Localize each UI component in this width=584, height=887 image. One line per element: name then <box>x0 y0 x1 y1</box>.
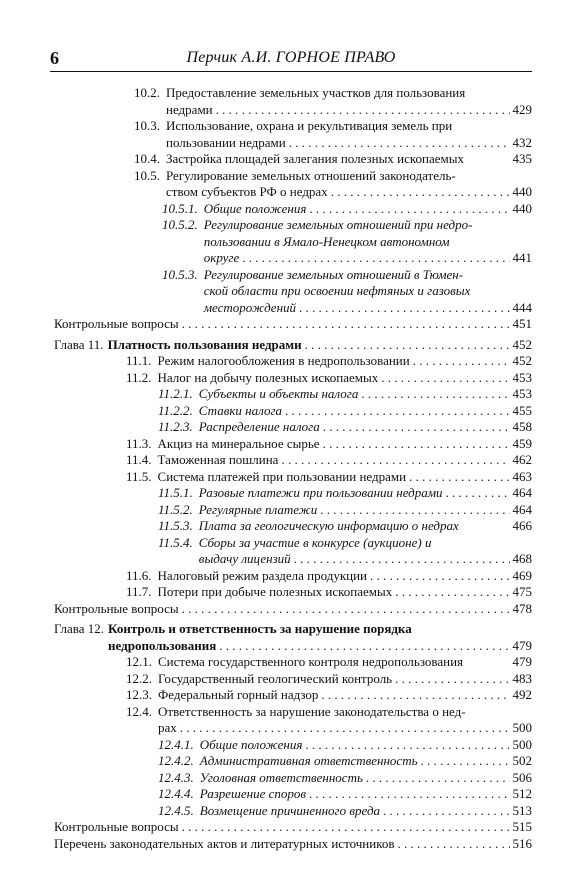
toc-entry-number: 10.5. <box>134 167 160 183</box>
toc-entry-number: 11.6. <box>126 567 152 583</box>
toc-entry-title: Контрольные вопросы <box>54 819 179 834</box>
dot-leader <box>323 436 510 453</box>
toc-entry-text: пользовании в Ямало-Ненецком автономном <box>203 233 450 249</box>
toc-page-number: 479 <box>512 637 532 653</box>
toc-entry <box>54 436 532 453</box>
toc-entry-title: Государственный геологический контроль <box>158 670 393 686</box>
toc-page-number: 455 <box>512 402 532 418</box>
dot-leader <box>395 584 509 601</box>
toc-entry-title: Застройка площадей залегания полезных ископаемых <box>166 151 464 166</box>
toc-entry-title: Налоговый режим раздела продукции <box>157 567 368 583</box>
toc-entry-body <box>204 217 532 267</box>
toc-entry-body <box>200 753 532 770</box>
toc-entry-body <box>158 687 532 704</box>
toc-entry-last-line <box>166 151 532 168</box>
toc-page-number: 466 <box>512 518 532 533</box>
dot-leader <box>398 836 510 853</box>
toc-entry <box>54 316 532 333</box>
toc-entry <box>54 770 532 787</box>
toc-entry-text: Сборы за участие в конкурсе (аукционе) и <box>198 534 432 550</box>
toc-page-number: 432 <box>512 134 532 150</box>
toc-entry-title: Распределение налога <box>198 419 320 434</box>
toc-entry-last-line <box>204 300 532 317</box>
toc-entry-last-line <box>199 551 532 568</box>
toc-entry-last-line <box>158 436 532 453</box>
toc-page-number: 463 <box>512 468 532 484</box>
toc-entry-number: 11.2. <box>126 369 152 385</box>
toc-entry-number: 11.3. <box>126 435 152 451</box>
toc-entry <box>54 819 532 836</box>
toc-entry-title: Потери при добыче полезных ископаемых <box>157 584 393 599</box>
toc-entry-title: округе <box>203 250 240 265</box>
toc-page-number: 468 <box>512 551 532 566</box>
toc-page-number: 429 <box>512 101 532 117</box>
toc-entry-title: Регулярные платежи <box>198 501 318 517</box>
toc-entry-last-line <box>200 803 532 820</box>
toc-entry-title: Плата за геологическую информацию о недрах <box>198 518 459 533</box>
toc-entry-last-line <box>158 353 532 370</box>
toc-entry-title: месторождений <box>203 299 297 315</box>
toc-entry-body <box>158 370 532 387</box>
toc-entry <box>54 704 532 737</box>
table-of-contents <box>54 85 532 852</box>
dot-leader <box>305 737 509 754</box>
toc-entry <box>54 535 532 568</box>
toc-entry-number: 12.4.4. <box>158 786 194 801</box>
toc-entry-number: 11.4. <box>126 452 152 467</box>
toc-entry-title: Административная ответственность <box>199 753 418 768</box>
toc-entry-body <box>166 168 532 201</box>
toc-entry-number: 11.7. <box>126 584 152 599</box>
toc-entry <box>54 584 532 601</box>
toc-entry-title: Ставки налога <box>198 402 283 418</box>
toc-entry-body <box>204 201 532 218</box>
toc-entry-last-line <box>199 502 532 519</box>
toc-entry-text: Ответственность за нарушение законодательства о нед- <box>158 703 466 719</box>
toc-entry-body <box>199 386 532 403</box>
toc-entry-last-line <box>199 386 532 403</box>
toc-entry-last-line <box>200 770 532 787</box>
toc-page-number: 459 <box>512 435 532 451</box>
toc-entry-last-line <box>200 753 532 770</box>
toc-entry-number: 12.3. <box>126 687 152 702</box>
toc-entry-last-line <box>204 201 532 218</box>
toc-entry <box>54 786 532 803</box>
toc-entry-last-line <box>108 337 532 354</box>
toc-entry <box>54 654 532 671</box>
toc-entry <box>54 217 532 267</box>
toc-entry-last-line <box>158 584 532 601</box>
toc-entry-text: Использование, охрана и рекультивация земель при <box>166 118 453 133</box>
toc-entry <box>54 403 532 420</box>
toc-entry-last-line <box>54 601 532 618</box>
toc-entry-last-line <box>199 485 532 502</box>
toc-page-number: 452 <box>512 336 532 352</box>
toc-entry-last-line <box>54 316 532 333</box>
dot-leader <box>321 687 509 704</box>
toc-entry-title: Акциз на минеральное сырье <box>157 435 320 451</box>
toc-entry-title: недрами <box>166 101 213 117</box>
toc-page-number: 506 <box>512 769 532 785</box>
toc-page-number: 435 <box>512 151 532 166</box>
toc-entry-number: 11.2.2. <box>158 402 193 418</box>
toc-entry-number: 12.1. <box>126 654 152 669</box>
dot-leader <box>370 568 509 585</box>
toc-page-number: 492 <box>512 687 532 702</box>
toc-entry-last-line <box>54 836 532 853</box>
dot-leader <box>413 353 510 370</box>
dot-leader <box>421 753 510 770</box>
toc-entry-text: Регулирование земельных отношений при недро- <box>203 217 473 232</box>
toc-entry-body <box>158 584 532 601</box>
toc-entry-body <box>108 621 532 654</box>
toc-entry-last-line <box>199 403 532 420</box>
toc-entry-title: Контрольные вопросы <box>54 600 179 616</box>
dot-leader <box>409 469 509 486</box>
toc-page-number: 515 <box>512 819 532 834</box>
dot-leader <box>395 671 509 688</box>
header-rule <box>50 71 532 72</box>
toc-entry-body <box>158 436 532 453</box>
toc-entry-last-line <box>158 469 532 486</box>
toc-entry <box>54 337 532 354</box>
toc-entry-body <box>166 151 532 168</box>
dot-leader <box>305 337 510 354</box>
toc-entry <box>54 753 532 770</box>
toc-entry-number: 10.5.2. <box>162 217 198 232</box>
toc-page-number: 458 <box>512 419 532 434</box>
toc-entry-last-line <box>158 671 532 688</box>
toc-entry-number: Глава 11. <box>54 336 104 352</box>
toc-entry-title: пользовании недрами <box>166 134 286 150</box>
toc-page-number: 483 <box>512 670 532 686</box>
toc-entry-body <box>54 819 532 836</box>
toc-entry <box>54 621 532 654</box>
toc-entry-number: 10.5.3. <box>162 266 198 282</box>
toc-entry-text: Регулирование земельных отношений законодатель- <box>166 167 456 183</box>
toc-entry-body <box>54 836 532 853</box>
toc-entry-number: 11.2.1. <box>158 386 193 401</box>
toc-entry-number: 11.5.4. <box>158 534 193 550</box>
toc-entry <box>54 803 532 820</box>
toc-entry-last-line <box>54 819 532 836</box>
toc-entry-body <box>200 770 532 787</box>
dot-leader <box>383 803 509 820</box>
toc-entry-body <box>204 267 532 317</box>
toc-page-number: 500 <box>512 736 532 752</box>
toc-entry <box>54 601 532 618</box>
dot-leader <box>289 135 510 152</box>
toc-entry-last-line <box>158 452 532 469</box>
toc-entry-number: 12.2. <box>126 670 152 686</box>
dot-leader <box>320 502 509 519</box>
toc-entry <box>54 737 532 754</box>
toc-entry-body <box>199 518 532 535</box>
toc-page-number: 500 <box>512 720 532 735</box>
toc-entry-last-line <box>158 568 532 585</box>
toc-entry-number: 10.2. <box>134 85 160 100</box>
toc-entry-body <box>200 737 532 754</box>
toc-entry-title: Система платежей при пользовании недрами <box>157 468 407 484</box>
toc-entry <box>54 386 532 403</box>
dot-leader <box>182 316 510 333</box>
toc-page-number: 512 <box>512 786 532 801</box>
toc-entry-number: 10.3. <box>134 118 160 133</box>
toc-entry-body <box>158 654 532 671</box>
toc-entry-title: Налог на добычу полезных ископаемых <box>157 369 379 385</box>
toc-entry-text: Контроль и ответственность за нарушение порядка <box>108 621 412 636</box>
toc-entry-number: 12.4.5. <box>158 802 194 818</box>
toc-entry-last-line <box>166 184 532 201</box>
toc-page-number: 475 <box>512 584 532 599</box>
dot-leader <box>294 551 510 568</box>
toc-entry-body <box>158 671 532 688</box>
toc-entry-body <box>200 786 532 803</box>
toc-entry <box>54 267 532 317</box>
toc-page-number: 469 <box>512 567 532 583</box>
toc-entry-number: 10.5.1. <box>162 200 198 216</box>
toc-entry <box>54 687 532 704</box>
toc-entry-body <box>54 601 532 618</box>
toc-entry-body <box>166 118 532 151</box>
dot-leader <box>309 201 509 218</box>
toc-entry <box>54 568 532 585</box>
toc-page-number: 464 <box>512 485 532 500</box>
toc-entry-body <box>158 568 532 585</box>
toc-page-number: 462 <box>512 452 532 467</box>
toc-entry-body <box>108 337 532 354</box>
toc-entry-title: Контрольные вопросы <box>54 316 179 331</box>
toc-page-number: 453 <box>512 369 532 385</box>
toc-entry-title: ством субъектов РФ о недрах <box>166 184 328 199</box>
toc-entry <box>54 151 532 168</box>
toc-entry-last-line <box>158 370 532 387</box>
dot-leader <box>446 485 510 502</box>
toc-entry-title: Система государственного контроля недропользования <box>158 654 464 669</box>
toc-entry-number: 11.5.2. <box>158 501 193 517</box>
toc-entry-title: Возмещение причиненного вреда <box>199 802 381 818</box>
toc-entry-title: Разовые платежи при пользовании недрами <box>198 485 443 500</box>
toc-entry-last-line <box>199 419 532 436</box>
toc-entry-title: Перечень законодательных актов и литературных источников <box>54 835 395 851</box>
toc-entry-title: недропользования <box>108 637 217 653</box>
dot-leader <box>216 102 510 119</box>
dot-leader <box>299 300 509 317</box>
toc-page-number: 441 <box>512 250 532 265</box>
dot-leader <box>242 250 509 267</box>
toc-entry <box>54 118 532 151</box>
toc-entry <box>54 353 532 370</box>
toc-entry <box>54 452 532 469</box>
toc-entry-number: 12.4.1. <box>158 736 194 752</box>
toc-entry-number: 11.5. <box>126 468 152 484</box>
toc-entry-last-line <box>200 786 532 803</box>
toc-entry <box>54 469 532 486</box>
toc-entry-body <box>158 469 532 486</box>
toc-entry-number: 12.4.3. <box>158 769 194 785</box>
toc-entry-title: Общие положения <box>203 200 307 216</box>
toc-entry-body <box>200 803 532 820</box>
dot-leader <box>281 452 509 469</box>
toc-entry-title: Платность пользования недрами <box>107 336 302 352</box>
toc-entry-last-line <box>166 102 532 119</box>
dot-leader <box>366 770 510 787</box>
toc-entry-number: 10.4. <box>134 151 160 166</box>
toc-entry-title: Субъекты и объекты налога <box>198 386 359 401</box>
toc-entry-number: 11.5.1. <box>158 485 193 500</box>
running-title: Перчик А.И. ГОРНОЕ ПРАВО <box>186 49 396 66</box>
toc-entry-last-line <box>199 518 532 535</box>
dot-leader <box>331 184 510 201</box>
toc-page-number: 502 <box>512 753 532 768</box>
toc-entry-title: Общие положения <box>199 736 303 752</box>
toc-entry <box>54 671 532 688</box>
toc-entry-last-line <box>158 687 532 704</box>
toc-entry <box>54 168 532 201</box>
toc-entry-body <box>54 316 532 333</box>
dot-leader <box>381 370 509 387</box>
toc-entry-last-line <box>200 737 532 754</box>
toc-entry-text: Регулирование земельных отношений в Тюмен- <box>203 266 464 282</box>
toc-page-number: 478 <box>512 600 532 616</box>
toc-entry-title: Разрешение споров <box>199 786 307 801</box>
toc-entry-last-line <box>166 135 532 152</box>
toc-page-number: 479 <box>512 654 532 669</box>
toc-entry-body <box>199 485 532 502</box>
dot-leader <box>309 786 509 803</box>
toc-entry-last-line <box>108 638 532 655</box>
toc-entry-title: Режим налогообложения в недропользовании <box>157 353 410 368</box>
toc-entry-last-line <box>204 250 532 267</box>
toc-entry-body <box>166 85 532 118</box>
toc-entry-title: Таможенная пошлина <box>157 452 279 467</box>
toc-entry-body <box>158 452 532 469</box>
toc-page-number: 513 <box>512 802 532 818</box>
toc-entry <box>54 419 532 436</box>
dot-leader <box>182 819 510 836</box>
toc-entry-title: выдачу лицензий <box>198 551 291 566</box>
dot-leader <box>180 720 510 737</box>
toc-entry-title: Федеральный горный надзор <box>158 687 319 702</box>
toc-entry-number: 12.4. <box>126 703 152 719</box>
toc-entry <box>54 485 532 502</box>
toc-page-number: 451 <box>512 316 532 331</box>
toc-entry-last-line <box>158 720 532 737</box>
toc-entry-body <box>199 403 532 420</box>
toc-entry <box>54 836 532 853</box>
dot-leader <box>285 403 509 420</box>
toc-entry-body <box>158 704 532 737</box>
toc-page-number: 464 <box>512 501 532 517</box>
toc-entry <box>54 518 532 535</box>
toc-entry-number: Глава 12. <box>54 621 105 636</box>
page-number: 6 <box>50 48 59 68</box>
toc-page-number: 444 <box>512 299 532 315</box>
toc-entry-body <box>158 353 532 370</box>
toc-entry-number: 12.4.2. <box>158 753 194 768</box>
toc-entry-title: Уголовная ответственность <box>199 769 363 785</box>
toc-entry-number: 11.1. <box>126 353 152 368</box>
toc-entry-body <box>199 419 532 436</box>
dot-leader <box>219 638 509 655</box>
toc-entry-number: 11.2.3. <box>158 419 193 434</box>
toc-entry <box>54 201 532 218</box>
toc-entry-text: Предоставление земельных участков для пользования <box>166 85 466 100</box>
toc-entry <box>54 85 532 118</box>
toc-entry <box>54 370 532 387</box>
toc-page-number: 516 <box>512 835 532 851</box>
toc-page-number: 452 <box>512 353 532 368</box>
toc-page-number: 440 <box>512 184 532 199</box>
toc-entry-number: 11.5.3. <box>158 518 193 533</box>
toc-page-number: 440 <box>512 200 532 216</box>
toc-entry-text: ской области при освоении нефтяных и газовых <box>203 283 471 298</box>
running-header <box>50 48 532 68</box>
toc-entry-last-line <box>158 654 532 671</box>
toc-page-number: 453 <box>512 386 532 401</box>
toc-entry <box>54 502 532 519</box>
toc-entry-body <box>199 535 532 568</box>
dot-leader <box>361 386 509 403</box>
toc-entry-body <box>199 502 532 519</box>
dot-leader <box>182 601 510 618</box>
toc-entry-title: рах <box>158 720 177 735</box>
dot-leader <box>323 419 510 436</box>
